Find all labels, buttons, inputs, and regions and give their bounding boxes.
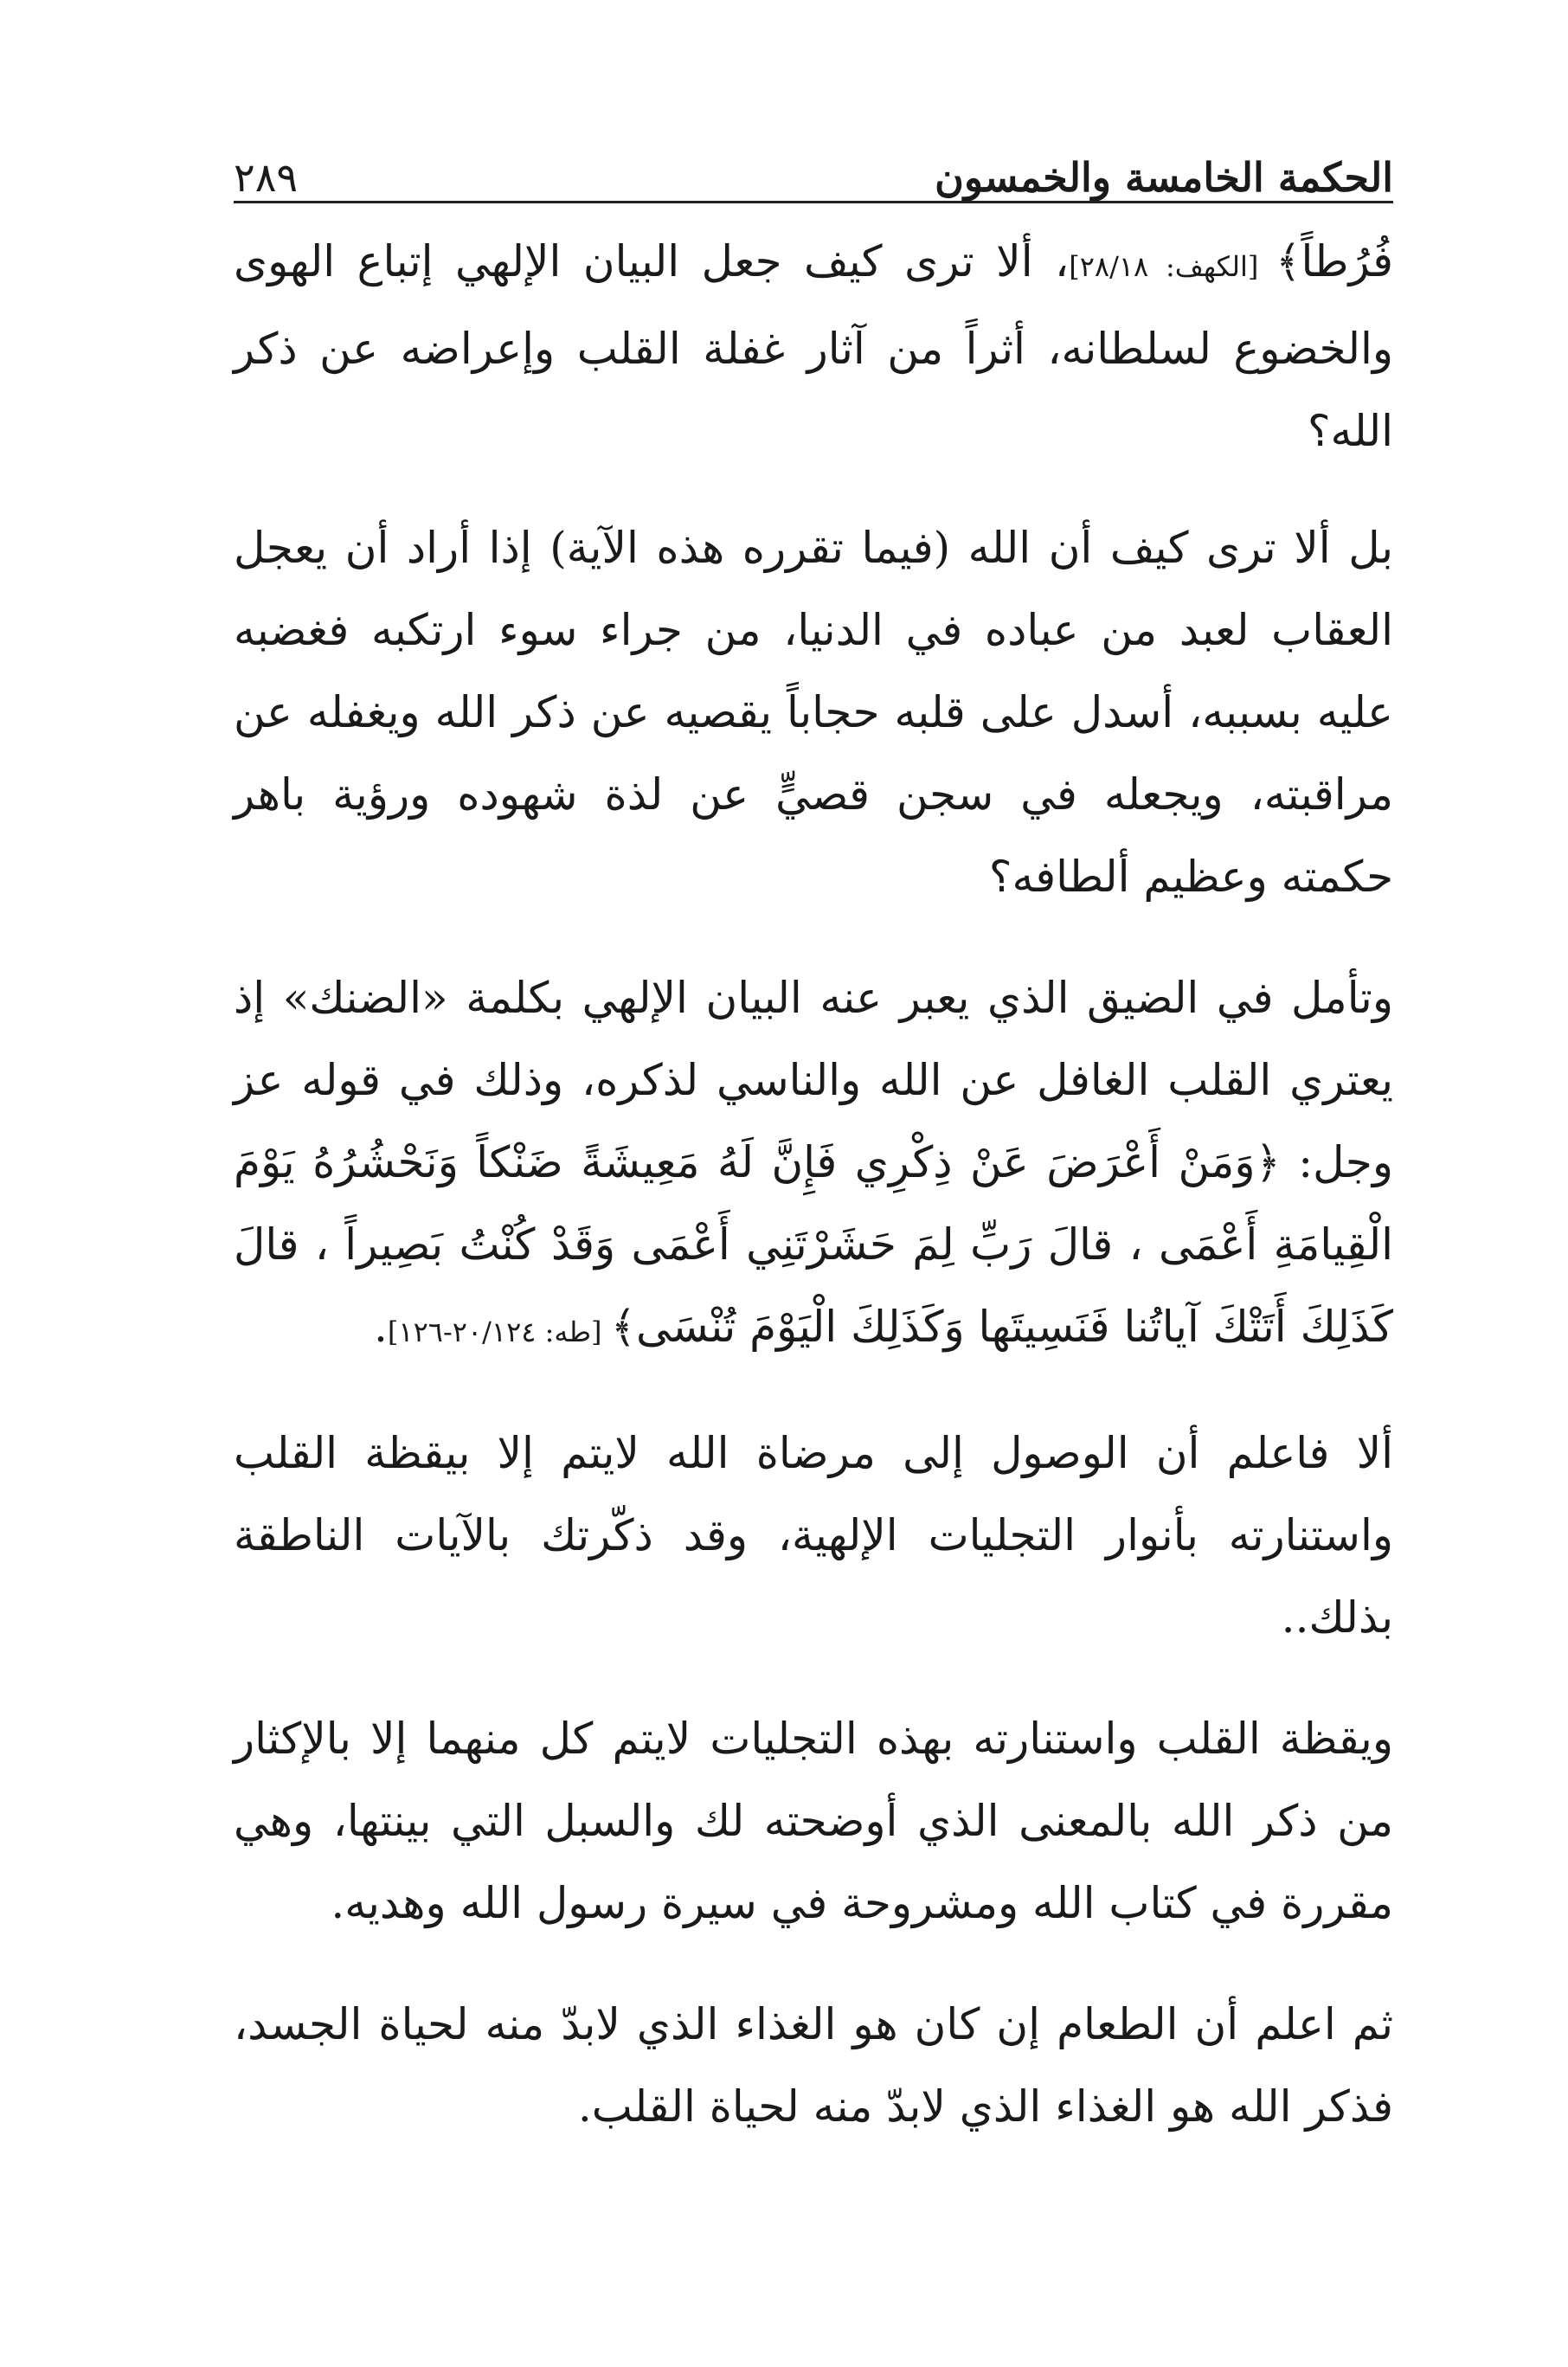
quran-reference: [طه: ٢٠/١٢٤-١٢٦] [387, 1315, 611, 1348]
chapter-title: الحكمة الخامسة والخمسون [935, 154, 1393, 201]
paragraph-1 [234, 221, 1393, 473]
paragraph-6: ثم اعلم أن الطعام إن كان هو الغذاء الذي لابدّ منه لحياة الجسد، فذكر الله هو الغذاء الذي لابدّ منه لحياة القلب. [234, 1999, 1393, 2132]
body-text [234, 221, 1393, 2187]
quran-reference: [الكهف: ٢٨/١٨] [1069, 250, 1276, 283]
page-number: ٢٨٩ [234, 154, 299, 201]
paragraph-text: وتأمل في الضيق الذي يعبر عنه البيان الإلهي بكلمة «الضنك» إذ يعتري القلب الغافل عن الله والناسي لذكره، وذلك في قوله عز وجل: [234, 973, 1393, 1187]
paragraph-text: . [373, 1302, 388, 1352]
header-rule [234, 201, 1393, 203]
paragraph-text: ، ألا ترى كيف جعل البيان الإلهي إتباع الهوى والخضوع لسلطانه، أثراً من آثار غفلة القلب وإعراضه عن ذكر الله؟ [234, 236, 1393, 456]
verse-ending: فُرُطاً﴾ [1276, 236, 1393, 286]
running-header [234, 128, 1393, 201]
paragraph-2: بل ألا ترى كيف أن الله (فيما تقرره هذه الآية) إذا أراد أن يعجل العقاب لعبد من عباده في الدنيا، من جراء سوء ارتكبه فغضبه عليه بسببه، أسدل على قلبه حجاباً يقصيه عن ذكر الله ويغفله عن مراقبته، ويجعله في سجن قصيٍّ عن لذة شهوده ورؤية باهر حكمته وعظيم ألطافه؟ [234, 523, 1393, 902]
quran-verse: ﴿وَمَنْ أَعْرَضَ عَنْ ذِكْرِي فَإِنَّ لَهُ مَعِيشَةً ضَنْكاً وَنَحْشُرُهُ يَوْمَ الْقِيامَةِ أَعْمَى ، قالَ رَبِّ لِمَ حَشَرْتَنِي أَعْمَى وَقَدْ كُنْتُ بَصِيراً ، قالَ كَذَلِكَ أَتَتْكَ آياتُنا فَنَسِيتَها وَكَذَلِكَ الْيَوْمَ تُنْسَى﴾ [234, 1137, 1393, 1352]
paragraph-4: ألا فاعلم أن الوصول إلى مرضاة الله لايتم إلا بيقظة القلب واستنارته بأنوار التجليات الإلهية، وقد ذكّرتك بالآيات الناطقة بذلك.. [234, 1428, 1393, 1643]
paragraph-5: ويقظة القلب واستنارته بهذه التجليات لايتم كل منهما إلا بالإكثار من ذكر الله بالمعنى الذي أوضحته لك والسبل التي بينتها، وهي مقررة في كتاب الله ومشروحة في سيرة رسول الله وهديه. [234, 1714, 1393, 1928]
paragraph-3 [234, 957, 1393, 1373]
